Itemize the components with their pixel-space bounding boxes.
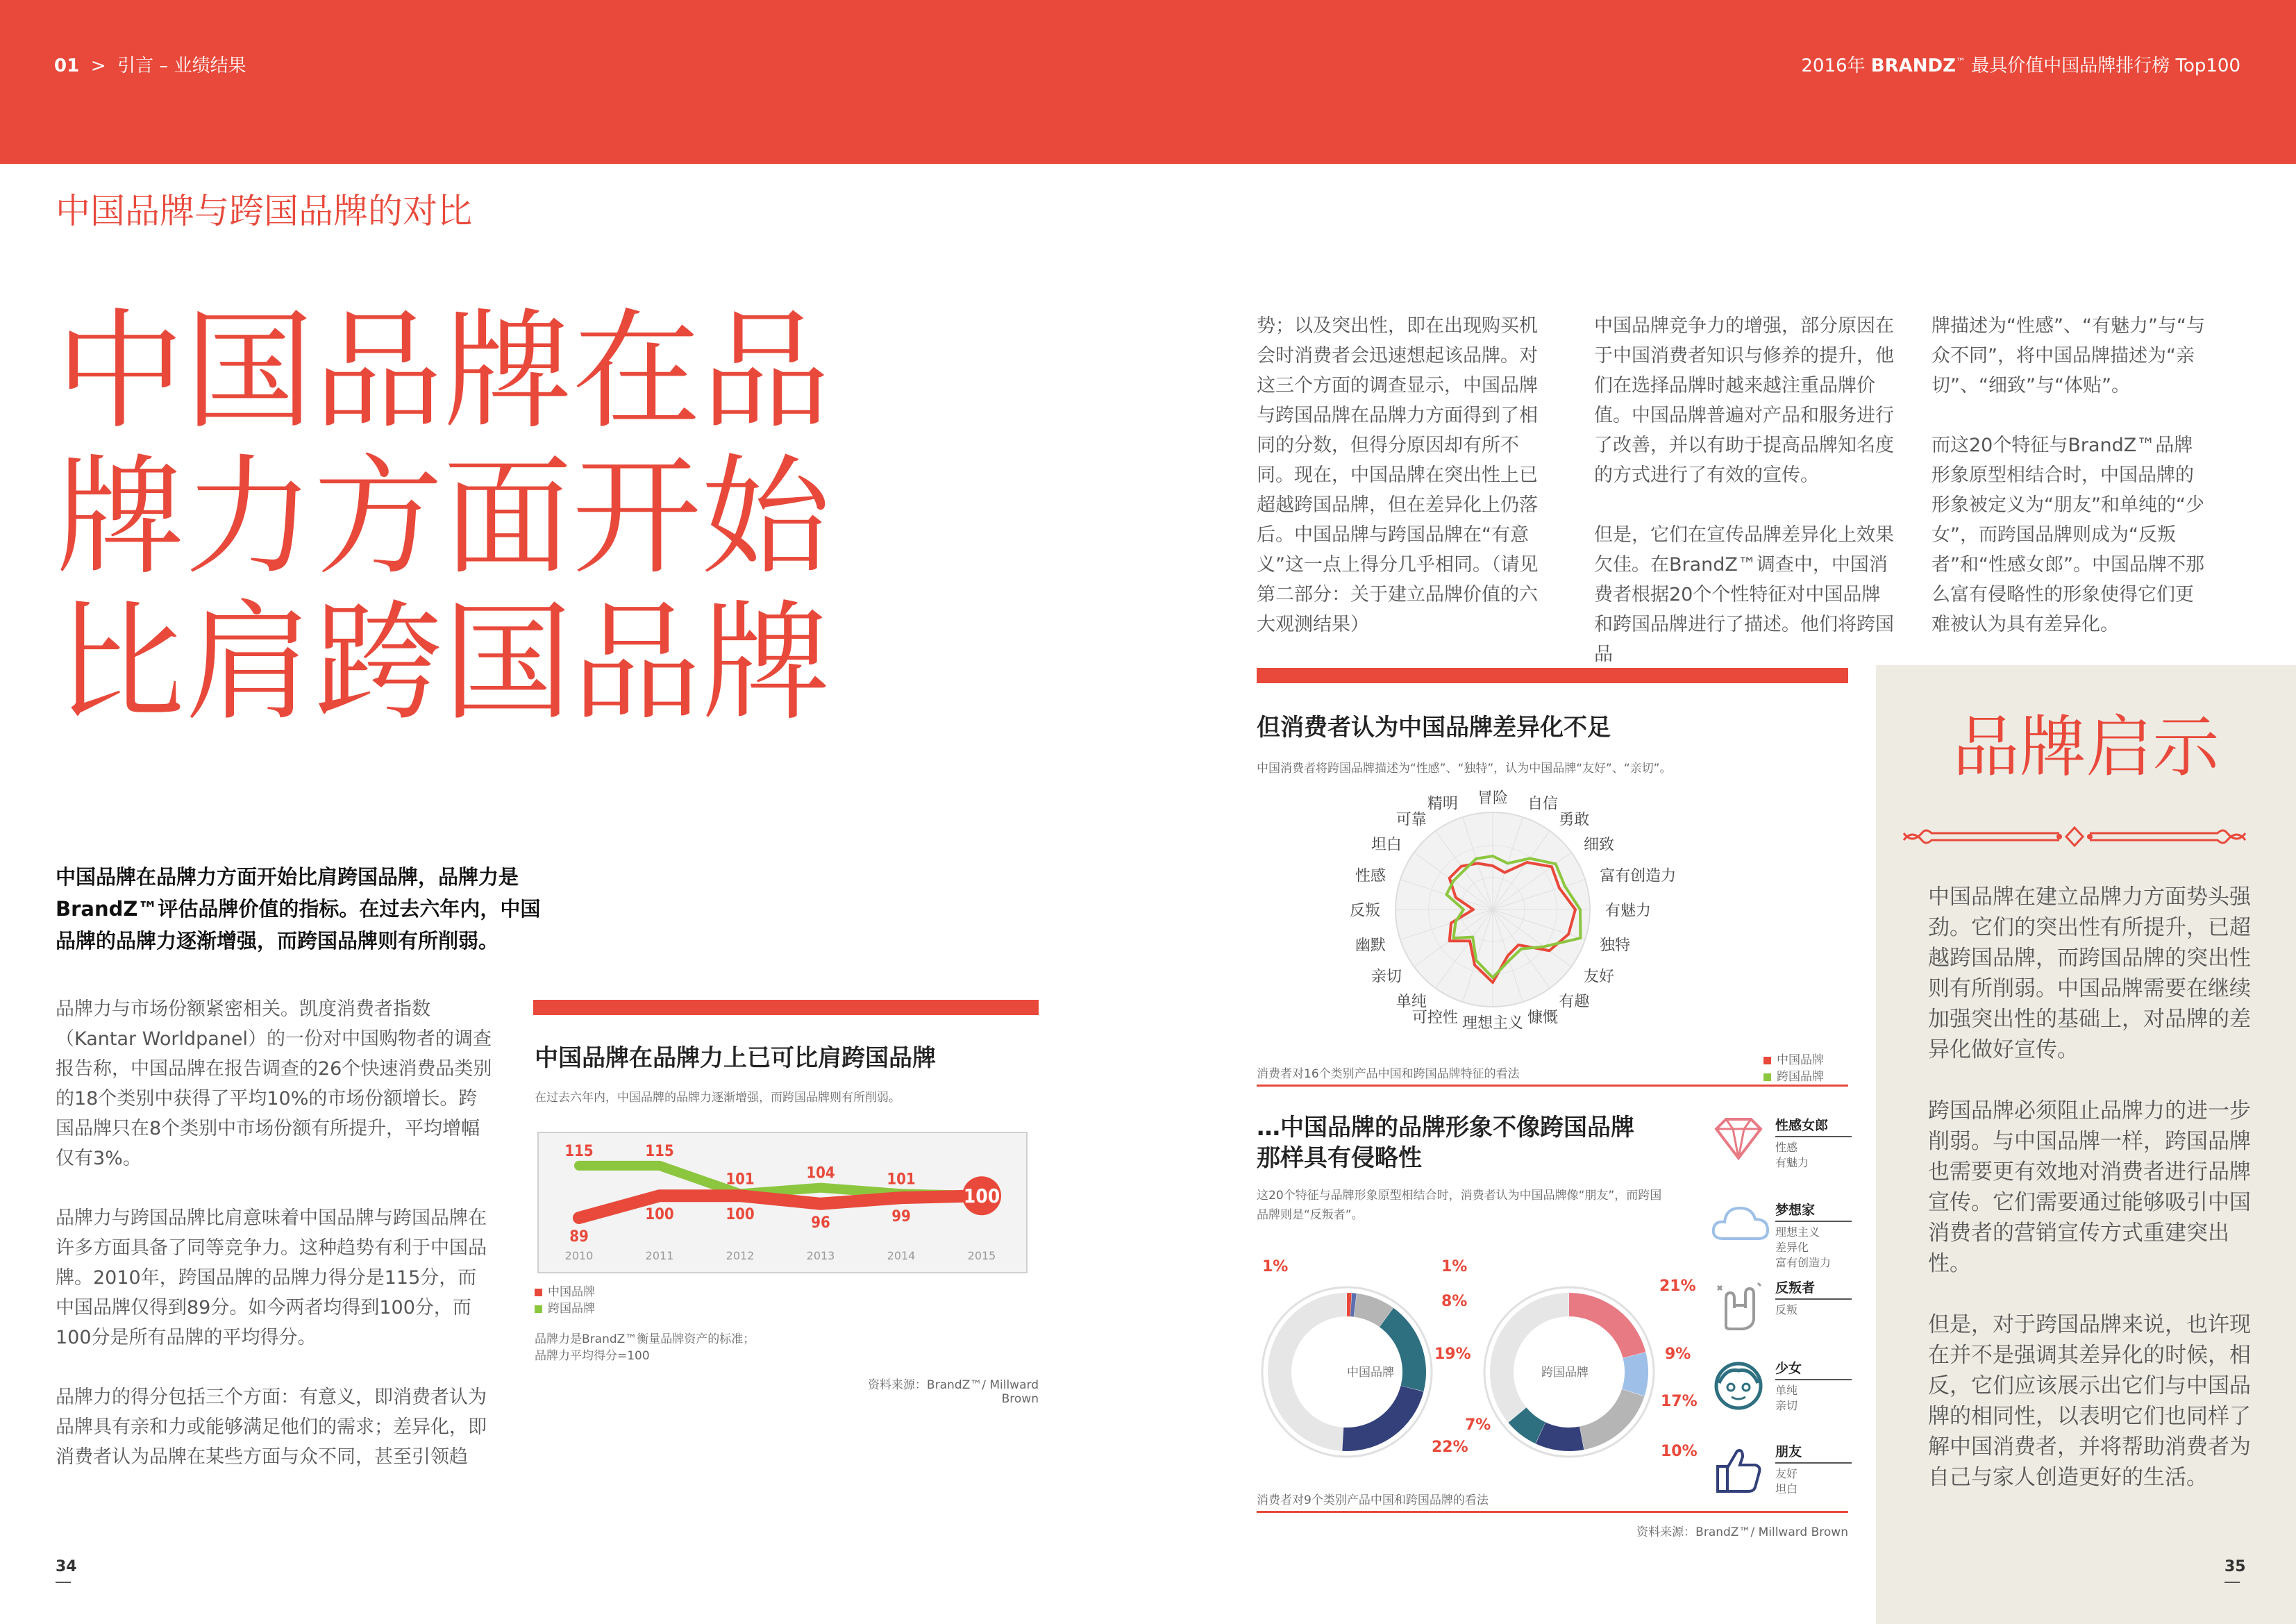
persona-rule (1775, 1298, 1852, 1300)
persona-name: 少女 (1775, 1361, 1802, 1376)
headline (56, 296, 882, 738)
persona-trait: 反叛 (1775, 1303, 1798, 1316)
legend-label-mn: 跨国品牌 (1777, 1070, 1824, 1084)
persona-trait: 差异化 (1775, 1241, 1809, 1254)
donut-label: 19% (1434, 1346, 1471, 1363)
lead-paragraph: 中国品牌在品牌力方面开始比肩跨国品牌，品牌力是BrandZ™评估品牌价值的指标。在过去六年内，中国品牌的品牌力逐渐增强，而跨国品牌则有所削弱。 (56, 865, 541, 953)
radar-bottom-rule (1257, 1085, 1848, 1087)
donut-slice (1622, 1353, 1648, 1396)
persona-rule (1775, 1136, 1852, 1137)
left-body-column (56, 994, 493, 1502)
line-chart-rule (533, 1000, 1039, 1015)
body-paragraph: 品牌力与市场份额紧密相关。凯度消费者指数（Kantar Worldpanel）的一份对中国购物者的调查报告称，中国品牌在报告调查的26个快速消费品类别的18个类别中获得了平均10%的市场份额增长。跨国品牌只在8个类别中市场份额有所提升，平均增幅仅有3%。 (56, 998, 492, 1169)
x-tick-label: 2013 (806, 1249, 835, 1262)
report-brand: BRANDZ (1870, 56, 1956, 76)
cloud-icon (1709, 1200, 1772, 1248)
brand-power-line-chart (537, 1132, 1028, 1273)
persona-trait: 有魅力 (1775, 1156, 1809, 1169)
radar-axis-label: 坦白 (1371, 836, 1402, 854)
radar-legend-cn (1763, 1050, 1824, 1067)
persona-trait: 坦白 (1775, 1482, 1798, 1496)
thumbs-up-icon (1709, 1441, 1768, 1497)
body-paragraph: 牌描述为“性感”、“有魅力”与“与众不同”，将中国品牌描述为“亲切”、“细致”与“体贴”。 (1932, 315, 2205, 396)
page-number-rule (2224, 1582, 2240, 1583)
data-label: 115 (645, 1142, 674, 1160)
radar-axis-label: 富有创造力 (1600, 867, 1677, 885)
persona-trait: 单纯 (1775, 1384, 1798, 1397)
end-point-label: 100 (963, 1184, 1000, 1208)
donut-slice (1569, 1293, 1645, 1358)
persona-rule (1775, 1221, 1852, 1222)
x-tick-label: 2010 (564, 1249, 594, 1262)
breadcrumb-link[interactable]: 引言 – 业绩结果 (117, 56, 246, 76)
right-col-1 (1257, 311, 1555, 669)
headline-line-3: 比肩跨国品牌 (56, 587, 831, 738)
persona-trait: 友好 (1775, 1467, 1798, 1480)
archetype-donut-charts (1257, 1250, 1701, 1479)
donut-label: 1% (1441, 1258, 1468, 1275)
legend-swatch-mn (1763, 1073, 1771, 1081)
legend-label-mn: 跨国品牌 (548, 1302, 595, 1316)
legend-swatch-cn (535, 1289, 542, 1296)
line-chart-title: 中国品牌在品牌力上已可比肩跨国品牌 (535, 1044, 936, 1072)
section-title: 中国品牌与跨国品牌的对比 (56, 191, 472, 231)
right-col-2 (1594, 311, 1897, 699)
radar-axis-label: 自信 (1527, 795, 1559, 813)
legend-label-cn: 中国品牌 (1777, 1053, 1824, 1067)
persona-name: 梦想家 (1775, 1203, 1816, 1218)
headline-line-1: 中国品牌在品 (56, 296, 831, 446)
line-legend-mn (535, 1298, 595, 1316)
persona-trait: 理想主义 (1775, 1225, 1820, 1239)
radar-axis-label: 性感 (1355, 867, 1386, 885)
radar-chart-rule (1257, 668, 1848, 683)
donut-label: 7% (1465, 1416, 1491, 1434)
donut-slice (1342, 1386, 1423, 1451)
legend-swatch-mn (535, 1305, 542, 1313)
radar-axis-label: 慷慨 (1527, 1009, 1559, 1027)
donut-label: 9% (1665, 1346, 1691, 1363)
diamond-icon (1709, 1115, 1768, 1164)
report-name: 最具价值中国品牌排行榜 Top100 (1971, 56, 2240, 76)
data-label: 101 (887, 1171, 916, 1189)
persona-trait: 亲切 (1775, 1399, 1798, 1412)
line-chart-source: 资料来源：BrandZ™/ Millward Brown (867, 1378, 1039, 1406)
ornament-divider (1901, 812, 2248, 861)
x-tick-label: 2012 (726, 1249, 755, 1262)
radar-axis-label: 细致 (1584, 836, 1615, 854)
data-label: 99 (891, 1208, 911, 1226)
radar-axis-label: 精明 (1427, 795, 1458, 813)
donut-chart-title-2: 那样具有侵略性 (1257, 1144, 1422, 1172)
data-label: 104 (806, 1164, 835, 1182)
report-tm: ™ (1955, 56, 1966, 68)
data-label: 96 (811, 1214, 830, 1232)
donut-label: 21% (1659, 1278, 1696, 1295)
page-number-left: 34 (56, 1558, 77, 1575)
page-number-right: 35 (2224, 1558, 2246, 1575)
radar-chart-title: 但消费者认为中国品牌差异化不足 (1257, 714, 1611, 742)
insight-text (1928, 882, 2254, 1523)
x-tick-label: 2015 (967, 1249, 996, 1262)
radar-axis-label: 独特 (1600, 937, 1631, 955)
donut-center-cn: 中国品牌 (1347, 1366, 1394, 1380)
persona-name: 朋友 (1775, 1444, 1802, 1459)
body-paragraph: 但是，它们在宣传品牌差异化上效果欠佳。在BrandZ™调查中，中国消费者根据20个个性特征对中国品牌和跨国品牌进行了描述。他们将跨国品 (1594, 524, 1894, 665)
breadcrumb (54, 51, 246, 77)
radar-chart-subtitle: 中国消费者将跨国品牌描述为“性感”、“独特”，认为中国品牌“友好”、“亲切”。 (1257, 762, 1672, 776)
radar-axis-label: 冒险 (1477, 789, 1509, 807)
legend-label-cn: 中国品牌 (548, 1285, 595, 1299)
breadcrumb-separator: > (90, 56, 106, 76)
headline-line-2: 牌力方面开始 (56, 442, 831, 592)
donut-label: 1% (1262, 1258, 1289, 1275)
insight-paragraph: 跨国品牌必须阻止品牌力的进一步削弱。与中国品牌一样，跨国品牌也需要更有效地对消费者进行品牌宣传。它们需要通过能够吸引中国消费者的营销宣传方式重建突出性。 (1928, 1098, 2251, 1276)
data-label: 89 (569, 1228, 589, 1246)
radar-axis-label: 单纯 (1396, 993, 1427, 1011)
radar-legend-mn (1763, 1066, 1824, 1084)
line-chart-note: 品牌力平均得分=100 (535, 1349, 650, 1363)
data-label: 100 (726, 1206, 755, 1224)
page-number-rule (56, 1582, 71, 1583)
donut-slice (1490, 1293, 1569, 1423)
girl-face-icon (1709, 1358, 1768, 1414)
persona-trait: 富有创造力 (1775, 1256, 1832, 1269)
line-legend-cn (535, 1282, 595, 1299)
report-year: 2016年 (1801, 56, 1866, 76)
radar-axis-label: 友好 (1584, 968, 1615, 986)
body-paragraph: 品牌力的得分包括三个方面：有意义，即消费者认为品牌具有亲和力或能够满足他们的需求；差异化，即消费者认为品牌在某些方面与众不同，甚至引领趋 (56, 1387, 487, 1468)
radar-axis-label: 可靠 (1396, 811, 1427, 829)
persona-name: 反叛者 (1775, 1280, 1816, 1296)
radar-axis-label: 反叛 (1349, 902, 1380, 920)
donut-label: 10% (1661, 1443, 1698, 1460)
insight-paragraph: 中国品牌在建立品牌力方面势头强劲。它们的突出性有所提升，已超越跨国品牌，而跨国品牌的突出性则有所削弱。中国品牌需要在继续加强突出性的基础上，对品牌的差异化做好宣传。 (1928, 885, 2251, 1062)
rock-hand-icon (1709, 1278, 1768, 1333)
insight-title: 品牌启示 (1952, 708, 2220, 786)
donut-chart-footnote: 消费者对9个类别产品中国和跨国品牌的看法 (1257, 1493, 1489, 1507)
x-tick-label: 2011 (645, 1249, 674, 1262)
body-paragraph: 势；以及突出性，即在出现购买机会时消费者会迅速想起该品牌。对这三个方面的调查显示，中国品牌与跨国品牌在品牌力方面得到了相同的分数，但得分原因却有所不同。现在，中国品牌在突出性上已超越跨国品牌，但在差异化上仍落后。中国品牌与跨国品牌在“有意义”这一点上得分几乎相同。（请见第二部分：关于建立品牌价值的六大观测结果） (1257, 315, 1539, 635)
donut-chart-source: 资料来源：BrandZ™/ Millward Brown (1636, 1525, 1848, 1539)
x-tick-label: 2014 (887, 1249, 916, 1262)
radar-axis-label: 有魅力 (1605, 902, 1652, 920)
radar-axis-label: 亲切 (1371, 968, 1402, 986)
donut-label: 22% (1432, 1439, 1468, 1456)
donut-label: 8% (1441, 1293, 1468, 1310)
radar-axis-label: 理想主义 (1461, 1014, 1524, 1032)
persona-name: 性感女郎 (1775, 1118, 1829, 1133)
header-bar (0, 0, 2296, 164)
persona-rule (1775, 1462, 1852, 1464)
data-label: 100 (645, 1206, 674, 1224)
report-title (1801, 51, 2240, 77)
data-label: 115 (564, 1142, 594, 1160)
legend-swatch-cn (1763, 1057, 1771, 1064)
chapter-number: 01 (54, 56, 80, 76)
body-paragraph: 而这20个特征与BrandZ™品牌形象原型相结合时，中国品牌的形象被定义为“朋友”和单纯的“少女”，而跨国品牌则成为“反叛者”和“性感女郎”。中国品牌不那么富有侵略性的形象使得它们更难被认为具有差异化。 (1932, 435, 2204, 635)
radar-axis-label: 幽默 (1355, 937, 1386, 955)
body-paragraph: 中国品牌竞争力的增强，部分原因在于中国消费者知识与修养的提升，他们在选择品牌时越来越注重品牌价值。中国品牌普遍对产品和服务进行了改善，并以有助于提高品牌知名度的方式进行了有效的宣传。 (1594, 315, 1894, 486)
donut-slice (1579, 1389, 1644, 1450)
insight-paragraph: 但是，对于跨国品牌来说，也许现在并不是强调其差异化的时候，相反，它们应该展示出它们与中国品牌的相同性，以表明它们也同样了解中国消费者，并将帮助消费者为自己与家人创造更好的生活。 (1928, 1312, 2251, 1490)
radar-chart-footnote: 消费者对16个类别产品中国和跨国品牌特征的看法 (1257, 1067, 1520, 1081)
donut-label: 17% (1661, 1393, 1698, 1410)
radar-axis-label: 勇敢 (1559, 811, 1590, 829)
donut-bottom-rule (1257, 1511, 1848, 1513)
persona-trait: 性感 (1775, 1141, 1798, 1154)
donut-center-mn: 跨国品牌 (1541, 1366, 1589, 1380)
data-label: 101 (726, 1171, 755, 1189)
body-paragraph: 品牌力与跨国品牌比肩意味着中国品牌与跨国品牌在许多方面具备了同等竞争力。这种趋势有利于中国品牌。2010年，跨国品牌的品牌力得分是115分，而中国品牌仅得到89分。如今两者均得到100分，而100分是所有品牌的平均得分。 (56, 1207, 487, 1348)
persona-rule (1775, 1379, 1852, 1380)
donut-chart-title-1: …中国品牌的品牌形象不像跨国品牌 (1257, 1114, 1634, 1141)
radar-axis-label: 可控性 (1411, 1009, 1458, 1027)
line-chart-note: 品牌力是BrandZ™衡量品牌资产的标准； (535, 1332, 755, 1346)
donut-chart-subtitle: 这20个特征与品牌形象原型相结合时，消费者认为中国品牌像“朋友”，而跨国品牌则是“反叛者”。 (1257, 1189, 1662, 1222)
line-chart-subtitle: 在过去六年内，中国品牌的品牌力逐渐增强，而跨国品牌则有所削弱。 (535, 1091, 900, 1105)
radar-axis-label: 有趣 (1559, 993, 1590, 1011)
donut-slice (1268, 1293, 1347, 1451)
right-col-3 (1932, 311, 2209, 669)
